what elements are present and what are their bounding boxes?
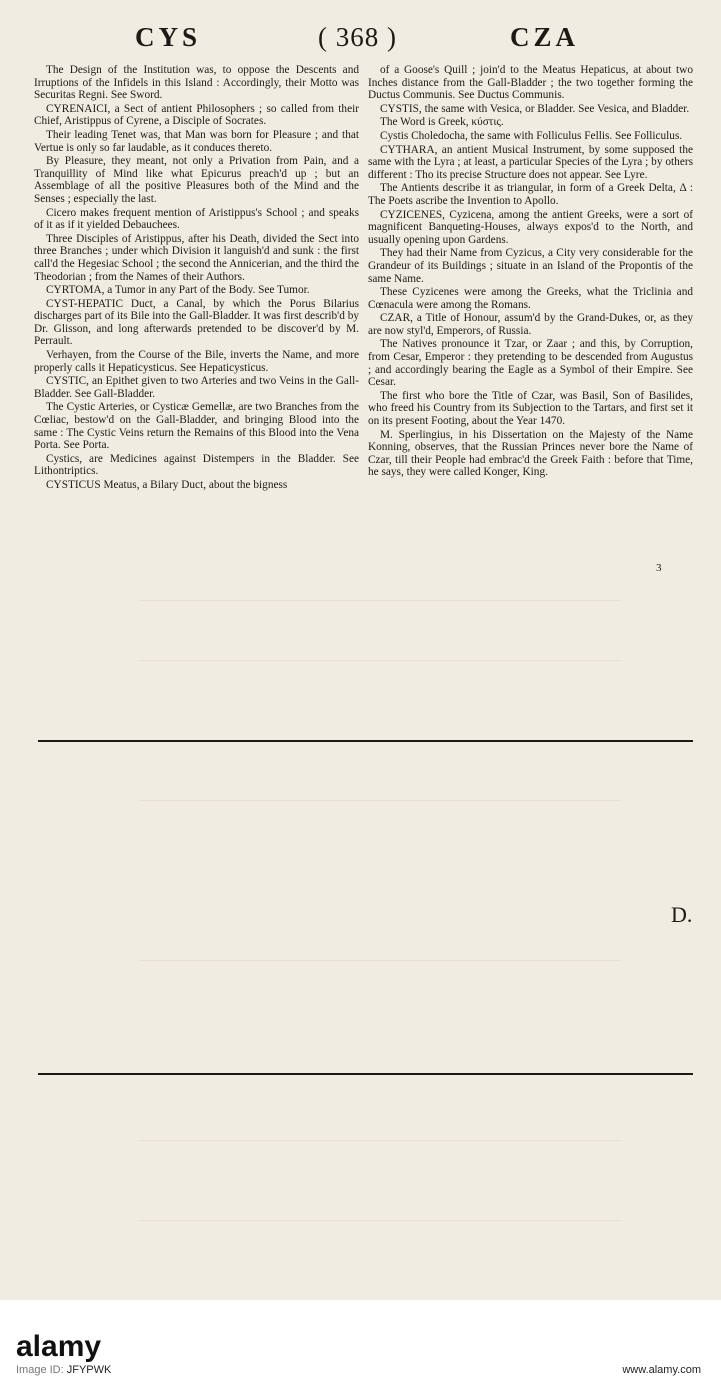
right-paragraph: The Antients describe it as triangular, in form of a Greek Delta, Δ : The Poets ascribe the Invention to Apollo. xyxy=(368,182,693,207)
right-paragraph: CYSTIS, the same with Vesica, or Bladder. See Vesica, and Bladder. xyxy=(380,102,690,115)
right-paragraph: CYTHARA, an antient Musical Instrument, by some supposed the same with the Lyra ; at least, a particular Species of the Lyra ; by others different : Tho its precise Structure does not appear. See Lyre. xyxy=(368,143,693,181)
right-paragraph: CZAR, a Title of Honour, assum'd by the Grand-Dukes, or, as they are now styl'd, Emperors, of Russia. xyxy=(368,312,693,337)
right-paragraph: They had their Name from Cyzicus, a City very considerable for the Grandeur of its Buildings ; situate in an Island of the Propontis of the same Name. xyxy=(368,247,693,285)
left-paragraph: Verhayen, from the Course of the Bile, inverts the Name, and more properly calls it Hepaticysticus. See Hepaticysticus. xyxy=(34,349,359,374)
show-through-texture xyxy=(140,800,620,809)
left-paragraph: CYSTIC, an Epithet given to two Arteries and two Veins in the Gall-Bladder. See Gall-Bladder. xyxy=(34,375,359,400)
right-column xyxy=(368,64,693,480)
left-paragraph: Cystics, are Medicines against Distempers in the Bladder. See Lithontriptics. xyxy=(34,452,359,478)
right-paragraph: CYZICENES, Cyzicena, among the antient Greeks, were a sort of magnificent Banqueting-Houses, always expos'd to the North, and usually opening upon Gardens. xyxy=(368,208,693,246)
watermark-bar xyxy=(0,1300,721,1390)
right-paragraph: The Natives pronounce it Tzar, or Zaar ; and this, by Corruption, from Cesar, Emperor : they pretending to be descended from Augustus ; and accordingly bearing the Eagle as a Symbol of their Empire. See Cesar. xyxy=(368,338,693,389)
left-paragraph: CYRTOMA, a Tumor in any Part of the Body. See Tumor. xyxy=(46,284,310,297)
right-paragraph: These Cyzicenes were among the Greeks, what the Triclinia and Cœnacula were among the Romans. xyxy=(368,286,693,311)
watermark-url: www.alamy.com xyxy=(622,1364,701,1376)
show-through-texture xyxy=(140,1140,620,1149)
right-paragraph: of a Goose's Quill ; join'd to the Meatus Hepaticus, at about two Inches distance from the Gall-Bladder ; the two together forming the Ductus Communis. See Ductus Communis. xyxy=(368,64,693,102)
right-paragraph: The Word is Greek, κύστις. xyxy=(380,116,504,129)
left-column xyxy=(34,64,359,493)
header-right-word: CZA xyxy=(510,22,580,52)
page-number: ( 368 ) xyxy=(318,22,397,52)
show-through-texture xyxy=(140,1220,620,1229)
left-paragraph: Their leading Tenet was, that Man was born for Pleasure ; and that Vertue is only so far laudable, as it conduces thereto. xyxy=(34,128,359,154)
watermark-logo: alamy xyxy=(16,1330,102,1363)
image-id-label: Image ID: xyxy=(16,1364,64,1376)
running-header xyxy=(0,22,721,62)
show-through-texture xyxy=(140,660,620,669)
left-paragraph: The Design of the Institution was, to oppose the Descents and Irruptions of the Infidels in this Island : Accordingly, their Motto was Securitas Regni. See Sword. xyxy=(34,64,359,102)
left-paragraph: The Cystic Arteries, or Cysticæ Gemellæ, are two Branches from the Cœliac, bestow'd on the Gall-Bladder, and bringing Blood into the same : The Cystic Veins return the Remains of this Blood into the Vena Porta. See Porta. xyxy=(34,401,359,452)
horizontal-rule-bottom xyxy=(38,1073,693,1075)
image-id xyxy=(16,1364,111,1376)
left-paragraph: Cicero makes frequent mention of Aristippus's School ; and speaks of it as if it yielded Debauchees. xyxy=(34,206,359,232)
left-paragraph: CYST-HEPATIC Duct, a Canal, by which the Porus Bilarius discharges part of its Bile into the Gall-Bladder. It was first describ'd by Dr. Glisson, and long afterwards pretended to be discover'd by M. Perrault. xyxy=(34,297,359,348)
right-paragraph: The first who bore the Title of Czar, was Basil, Son of Basilides, who freed his Country from its Subjection to the Tartars, and first set it on its present Footing, about the Year 1470. xyxy=(368,389,693,428)
left-paragraph: By Pleasure, they meant, not only a Privation from Pain, and a Tranquillity of Mind like what Epicurus preach'd up ; but an Assemblage of all the positive Pleasures both of the Mind and the Senses ; especially the last. xyxy=(34,155,359,205)
catchword: D. xyxy=(671,902,693,927)
image-id-value: JFYPWK xyxy=(66,1364,112,1376)
show-through-texture xyxy=(140,960,620,969)
header-left-word: CYS xyxy=(135,22,202,52)
show-through-texture xyxy=(140,600,620,609)
left-paragraph: Three Disciples of Aristippus, after his Death, divided the Sect into three Branches ; under which Division it languish'd and sunk : the first call'd the Hegesiac School ; the second the Annicerian, and the third the Theodorian ; from the Names of their Authors. xyxy=(34,232,359,283)
signature-mark: 3 xyxy=(656,562,662,574)
left-paragraph: CYSTICUS Meatus, a Bilary Duct, about the bigness xyxy=(46,479,288,491)
right-paragraph: Cystis Choledocha, the same with Folliculus Fellis. See Folliculus. xyxy=(380,129,683,142)
horizontal-rule-top xyxy=(38,740,693,742)
right-paragraph: M. Sperlingius, in his Dissertation on the Majesty of the Name Konning, observes, that the Russian Princes never bore the Name of Czar, till their People had embrac'd the Greek Faith : before that Time, he says, they were called Konger, King. xyxy=(368,428,693,479)
left-paragraph: CYRENAICI, a Sect of antient Philosophers ; so called from their Chief, Aristippus of Cyrene, a Disciple of Socrates. xyxy=(34,102,359,128)
